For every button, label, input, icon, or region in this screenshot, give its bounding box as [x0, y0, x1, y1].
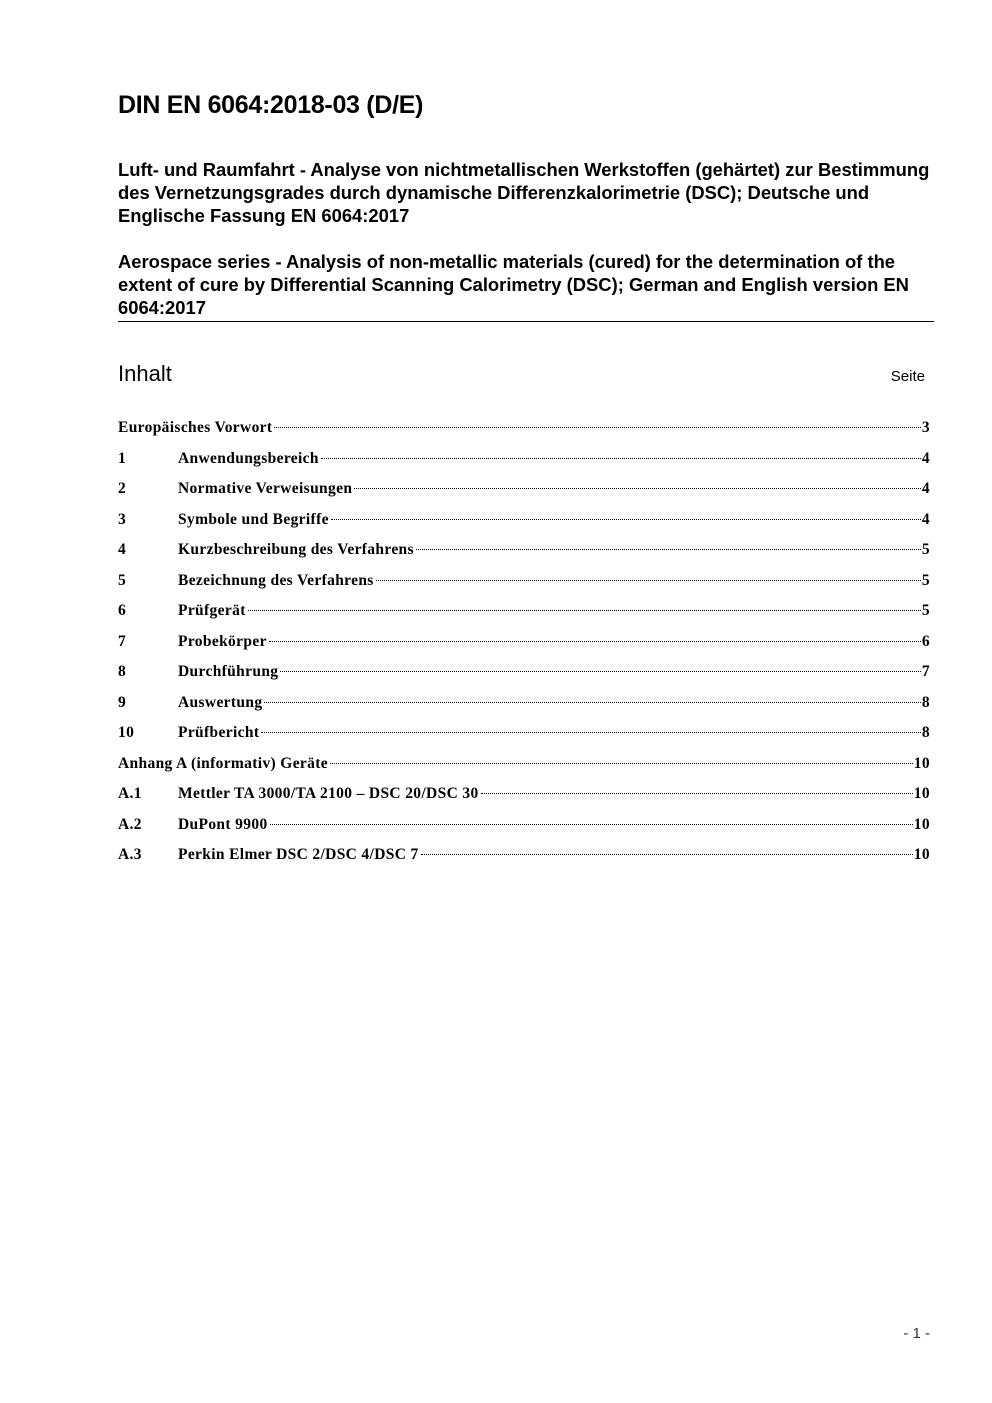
toc-entry-number: 7: [118, 632, 127, 650]
toc-entry-page: 5: [921, 571, 930, 589]
toc-entry-number: 6: [118, 602, 127, 619]
toc-entry[interactable]: [118, 751, 930, 782]
toc-entry-title: DuPont 9900: [178, 815, 268, 833]
toc-entry-page: 10: [913, 754, 930, 772]
toc-entry-title: Bezeichnung des Verfahrens: [178, 571, 374, 589]
toc-entry-number: A.2: [118, 815, 142, 833]
toc-entry-page: 10: [913, 815, 930, 833]
toc-dot-leader: [248, 610, 921, 611]
toc-entry-number: 9: [118, 693, 127, 711]
toc-dot-leader: [269, 641, 921, 642]
toc-entry[interactable]: [118, 537, 930, 568]
toc-entry-title: Durchführung: [178, 663, 279, 680]
toc-dot-leader: [280, 671, 921, 672]
toc-entry[interactable]: [118, 598, 930, 629]
toc-entry-title: Anwendungsbereich: [178, 449, 319, 467]
toc-entry-page: 7: [921, 663, 930, 680]
toc-dot-leader: [264, 702, 920, 703]
toc-entry-page: 4: [921, 449, 930, 467]
toc-dot-leader: [376, 580, 921, 581]
toc-entry[interactable]: [118, 781, 930, 812]
toc-entry-page: 8: [921, 724, 930, 741]
toc-entry-number: 5: [118, 571, 127, 589]
toc-entry-number: A.3: [118, 846, 142, 863]
toc-entry-page: 5: [921, 602, 930, 619]
title-german: Luft- und Raumfahrt - Analyse von nichtmetallischen Werkstoffen (gehärtet) zur Bestimmung des Vernetzungsgrades durch dynamische Differenzkalorimetrie (DSC); Deutsche und Englische Fassung EN 6064:2017: [118, 159, 930, 226]
page-number: - 1 -: [903, 1325, 930, 1342]
toc-entry-number: 2: [118, 480, 127, 497]
toc-dot-leader: [330, 763, 913, 764]
toc-entry-title: Normative Verweisungen: [178, 480, 353, 497]
toc-dot-leader: [481, 793, 913, 794]
toc-entry-title: Symbole und Begriffe: [178, 510, 329, 528]
toc-entry-number: 3: [118, 510, 127, 528]
toc-entry-page: 10: [913, 785, 930, 802]
toc-entry-page: 4: [921, 480, 930, 497]
toc-entry[interactable]: [118, 842, 930, 873]
toc-entry-page: 8: [921, 693, 930, 711]
toc-entry[interactable]: [118, 812, 930, 843]
toc-entry[interactable]: [118, 568, 930, 599]
toc-entry[interactable]: [118, 507, 930, 538]
toc-dot-leader: [321, 458, 921, 459]
toc-entry-title: Mettler TA 3000/TA 2100 – DSC 20/DSC 30: [178, 785, 479, 802]
table-of-contents: [118, 415, 930, 873]
toc-entry-title: Europäisches Vorwort: [118, 419, 273, 436]
toc-dot-leader: [416, 549, 921, 550]
title-english: Aerospace series - Analysis of non-metallic materials (cured) for the determination of the extent of cure by Differential Scanning Calorimetry (DSC); German and English version EN 6064:2017: [118, 251, 909, 318]
toc-entry[interactable]: [118, 629, 930, 660]
toc-entry-title: Prüfgerät: [178, 602, 246, 619]
toc-dot-leader: [261, 732, 921, 733]
toc-entry-number: 8: [118, 663, 127, 680]
toc-entry[interactable]: [118, 446, 930, 477]
toc-entry-number: 1: [118, 449, 127, 467]
toc-dot-leader: [331, 519, 921, 520]
toc-entry-page: 4: [921, 510, 930, 528]
toc-page-column-label: Seite: [890, 368, 925, 385]
toc-entry-title: Perkin Elmer DSC 2/DSC 4/DSC 7: [178, 846, 419, 863]
toc-entry[interactable]: [118, 415, 930, 446]
toc-entry-title: Prüfbericht: [178, 724, 260, 741]
toc-entry-page: 3: [921, 419, 930, 436]
toc-entry-number: 10: [118, 724, 135, 741]
toc-entry-number: 4: [118, 541, 127, 558]
document-title: DIN EN 6064:2018-03 (D/E): [118, 91, 424, 119]
toc-entry-page: 6: [921, 632, 930, 650]
toc-entry-title: Probekörper: [178, 632, 267, 650]
toc-entry-page: 10: [913, 846, 930, 863]
toc-heading: Inhalt: [118, 361, 172, 386]
toc-entry-title: Auswertung: [178, 693, 263, 711]
toc-entry-title: Anhang A (informativ) Geräte: [118, 754, 328, 772]
toc-dot-leader: [354, 488, 921, 489]
toc-entry-page: 5: [921, 541, 930, 558]
toc-dot-leader: [421, 854, 913, 855]
toc-dot-leader: [270, 824, 913, 825]
toc-entry-title: Kurzbeschreibung des Verfahrens: [178, 541, 414, 558]
title-divider: [118, 321, 934, 322]
toc-dot-leader: [274, 427, 920, 428]
toc-entry[interactable]: [118, 690, 930, 721]
toc-entry[interactable]: [118, 659, 930, 690]
toc-entry[interactable]: [118, 476, 930, 507]
toc-entry[interactable]: [118, 720, 930, 751]
toc-entry-number: A.1: [118, 785, 142, 802]
